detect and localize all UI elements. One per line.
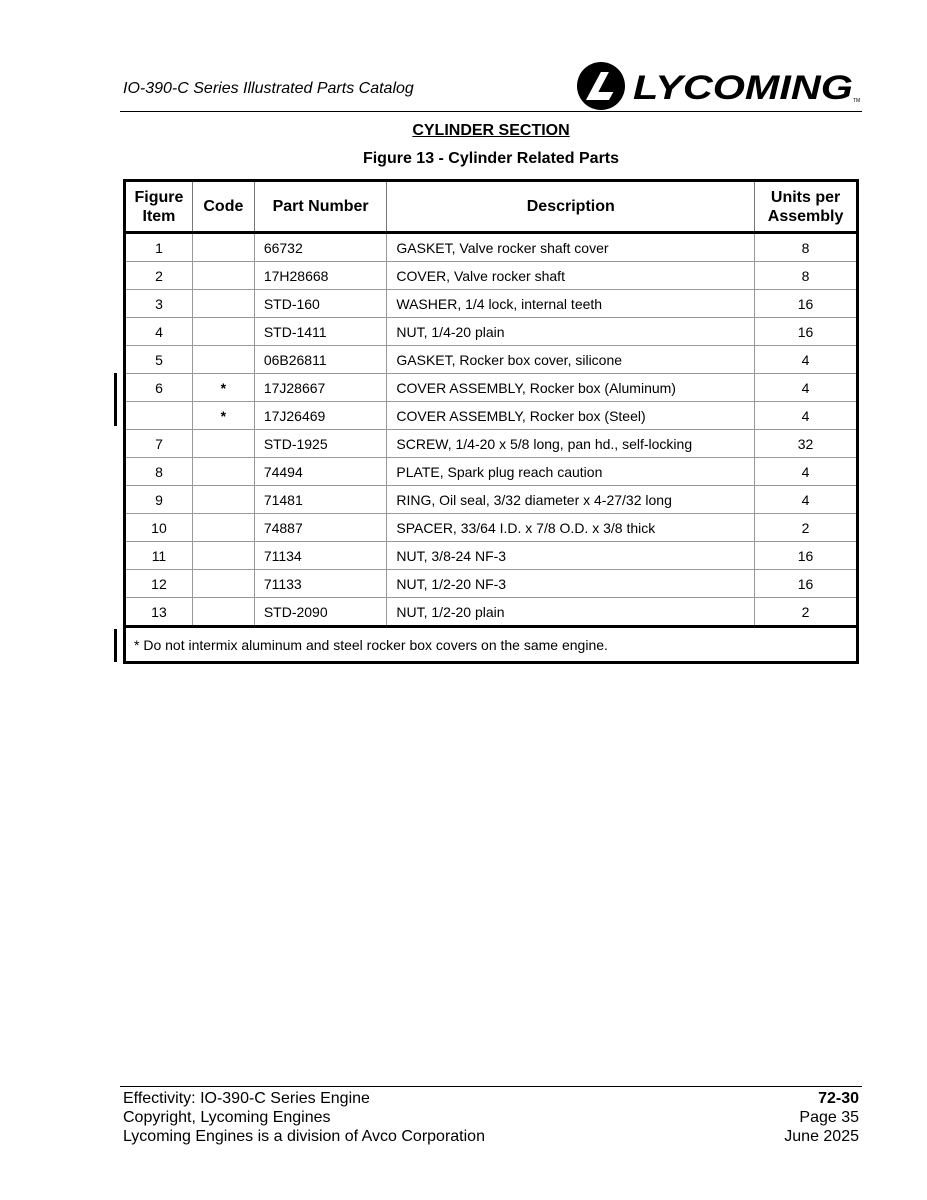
table-row <box>125 262 858 290</box>
figure-title: Figure 13 - Cylinder Related Parts <box>362 150 620 167</box>
table-header-row <box>125 181 858 233</box>
cell-part-number: 17H28668 <box>254 262 387 290</box>
cell-units: 16 <box>755 318 858 346</box>
cell-units: 4 <box>755 486 858 514</box>
cell-description: SPACER, 33/64 I.D. x 7/8 O.D. x 3/8 thick <box>387 514 755 542</box>
cell-code <box>192 430 254 458</box>
footer-page-number: Page 35 <box>799 1109 859 1126</box>
table-row <box>125 458 858 486</box>
table-row <box>125 486 858 514</box>
change-bar <box>114 629 117 662</box>
section-title: CYLINDER SECTION <box>412 122 570 139</box>
cell-part-number: STD-1411 <box>254 318 387 346</box>
cell-figure-item: 8 <box>125 458 193 486</box>
cell-description: COVER ASSEMBLY, Rocker box (Aluminum) <box>387 374 755 402</box>
cell-code <box>192 290 254 318</box>
cell-description: RING, Oil seal, 3/32 diameter x 4-27/32 long <box>387 486 755 514</box>
catalog-title: IO-390-C Series Illustrated Parts Catalog <box>123 80 414 97</box>
cell-units: 16 <box>755 290 858 318</box>
cell-description: NUT, 1/2-20 plain <box>387 598 755 627</box>
cell-figure-item: 9 <box>125 486 193 514</box>
table-row <box>125 290 858 318</box>
cell-figure-item: 12 <box>125 570 193 598</box>
cell-units: 4 <box>755 346 858 374</box>
cell-description: COVER ASSEMBLY, Rocker box (Steel) <box>387 402 755 430</box>
cell-code <box>192 262 254 290</box>
cell-figure-item: 7 <box>125 430 193 458</box>
table-row <box>125 598 858 627</box>
cell-part-number: 74494 <box>254 458 387 486</box>
cell-units: 16 <box>755 570 858 598</box>
table-row <box>125 374 858 402</box>
cell-part-number: 71133 <box>254 570 387 598</box>
cell-figure-item: 3 <box>125 290 193 318</box>
footer-left <box>123 1089 485 1146</box>
cell-figure-item: 13 <box>125 598 193 627</box>
cell-units: 8 <box>755 262 858 290</box>
col-header-units: Units per Assembly <box>755 181 858 233</box>
cell-description: COVER, Valve rocker shaft <box>387 262 755 290</box>
cell-part-number: 74887 <box>254 514 387 542</box>
footer-right <box>784 1089 859 1146</box>
change-bar <box>114 373 117 426</box>
cell-units: 8 <box>755 233 858 262</box>
table-note: * Do not intermix aluminum and steel rocker box covers on the same engine. <box>125 627 858 663</box>
table-row <box>125 514 858 542</box>
table-row <box>125 430 858 458</box>
table-row <box>125 570 858 598</box>
cell-figure-item: 6 <box>125 374 193 402</box>
cell-figure-item: 1 <box>125 233 193 262</box>
cell-units: 4 <box>755 402 858 430</box>
cell-description: PLATE, Spark plug reach caution <box>387 458 755 486</box>
cell-code: * <box>192 402 254 430</box>
cell-part-number: 17J26469 <box>254 402 387 430</box>
col-header-figure-item: Figure Item <box>125 181 193 233</box>
cell-figure-item: 11 <box>125 542 193 570</box>
table-row <box>125 318 858 346</box>
table-row <box>125 233 858 262</box>
cell-code <box>192 346 254 374</box>
cell-description: GASKET, Valve rocker shaft cover <box>387 233 755 262</box>
table-note-row <box>125 627 858 663</box>
cell-code <box>192 598 254 627</box>
cell-code <box>192 233 254 262</box>
cell-part-number: 71134 <box>254 542 387 570</box>
cell-part-number: 66732 <box>254 233 387 262</box>
cell-figure-item: 2 <box>125 262 193 290</box>
footer-effectivity: Effectivity: IO-390-C Series Engine <box>123 1090 370 1107</box>
parts-table <box>123 179 859 664</box>
cell-code <box>192 486 254 514</box>
cell-code <box>192 514 254 542</box>
footer-date: June 2025 <box>784 1128 859 1145</box>
cell-description: GASKET, Rocker box cover, silicone <box>387 346 755 374</box>
cell-code <box>192 458 254 486</box>
cell-code <box>192 542 254 570</box>
logo-wordmark: LYCOMING <box>633 69 853 107</box>
col-header-code: Code <box>192 181 254 233</box>
cell-part-number: 71481 <box>254 486 387 514</box>
cell-code <box>192 570 254 598</box>
cell-units: 2 <box>755 514 858 542</box>
header-rule <box>120 111 862 112</box>
footer-copyright: Copyright, Lycoming Engines <box>123 1109 331 1126</box>
table-row <box>125 346 858 374</box>
logo-trademark: TM <box>853 98 860 104</box>
cell-code: * <box>192 374 254 402</box>
cell-units: 2 <box>755 598 858 627</box>
cell-description: SCREW, 1/4-20 x 5/8 long, pan hd., self-locking <box>387 430 755 458</box>
cell-description: WASHER, 1/4 lock, internal teeth <box>387 290 755 318</box>
col-header-description: Description <box>387 181 755 233</box>
cell-units: 4 <box>755 458 858 486</box>
cell-figure-item <box>125 402 193 430</box>
cell-units: 16 <box>755 542 858 570</box>
table-row <box>125 542 858 570</box>
lycoming-logo <box>575 60 860 112</box>
cell-description: NUT, 1/2-20 NF-3 <box>387 570 755 598</box>
cell-figure-item: 5 <box>125 346 193 374</box>
cell-description: NUT, 1/4-20 plain <box>387 318 755 346</box>
cell-figure-item: 10 <box>125 514 193 542</box>
table-row <box>125 402 858 430</box>
footer-page-code: 72-30 <box>818 1090 859 1107</box>
cell-code <box>192 318 254 346</box>
cell-units: 32 <box>755 430 858 458</box>
cell-part-number: 17J28667 <box>254 374 387 402</box>
cell-part-number: STD-1925 <box>254 430 387 458</box>
cell-part-number: 06B26811 <box>254 346 387 374</box>
cell-units: 4 <box>755 374 858 402</box>
footer-rule <box>120 1086 862 1087</box>
col-header-part-number: Part Number <box>254 181 387 233</box>
cell-figure-item: 4 <box>125 318 193 346</box>
footer-division: Lycoming Engines is a division of Avco Corporation <box>123 1128 485 1145</box>
cell-description: NUT, 3/8-24 NF-3 <box>387 542 755 570</box>
cell-part-number: STD-2090 <box>254 598 387 627</box>
cell-part-number: STD-160 <box>254 290 387 318</box>
